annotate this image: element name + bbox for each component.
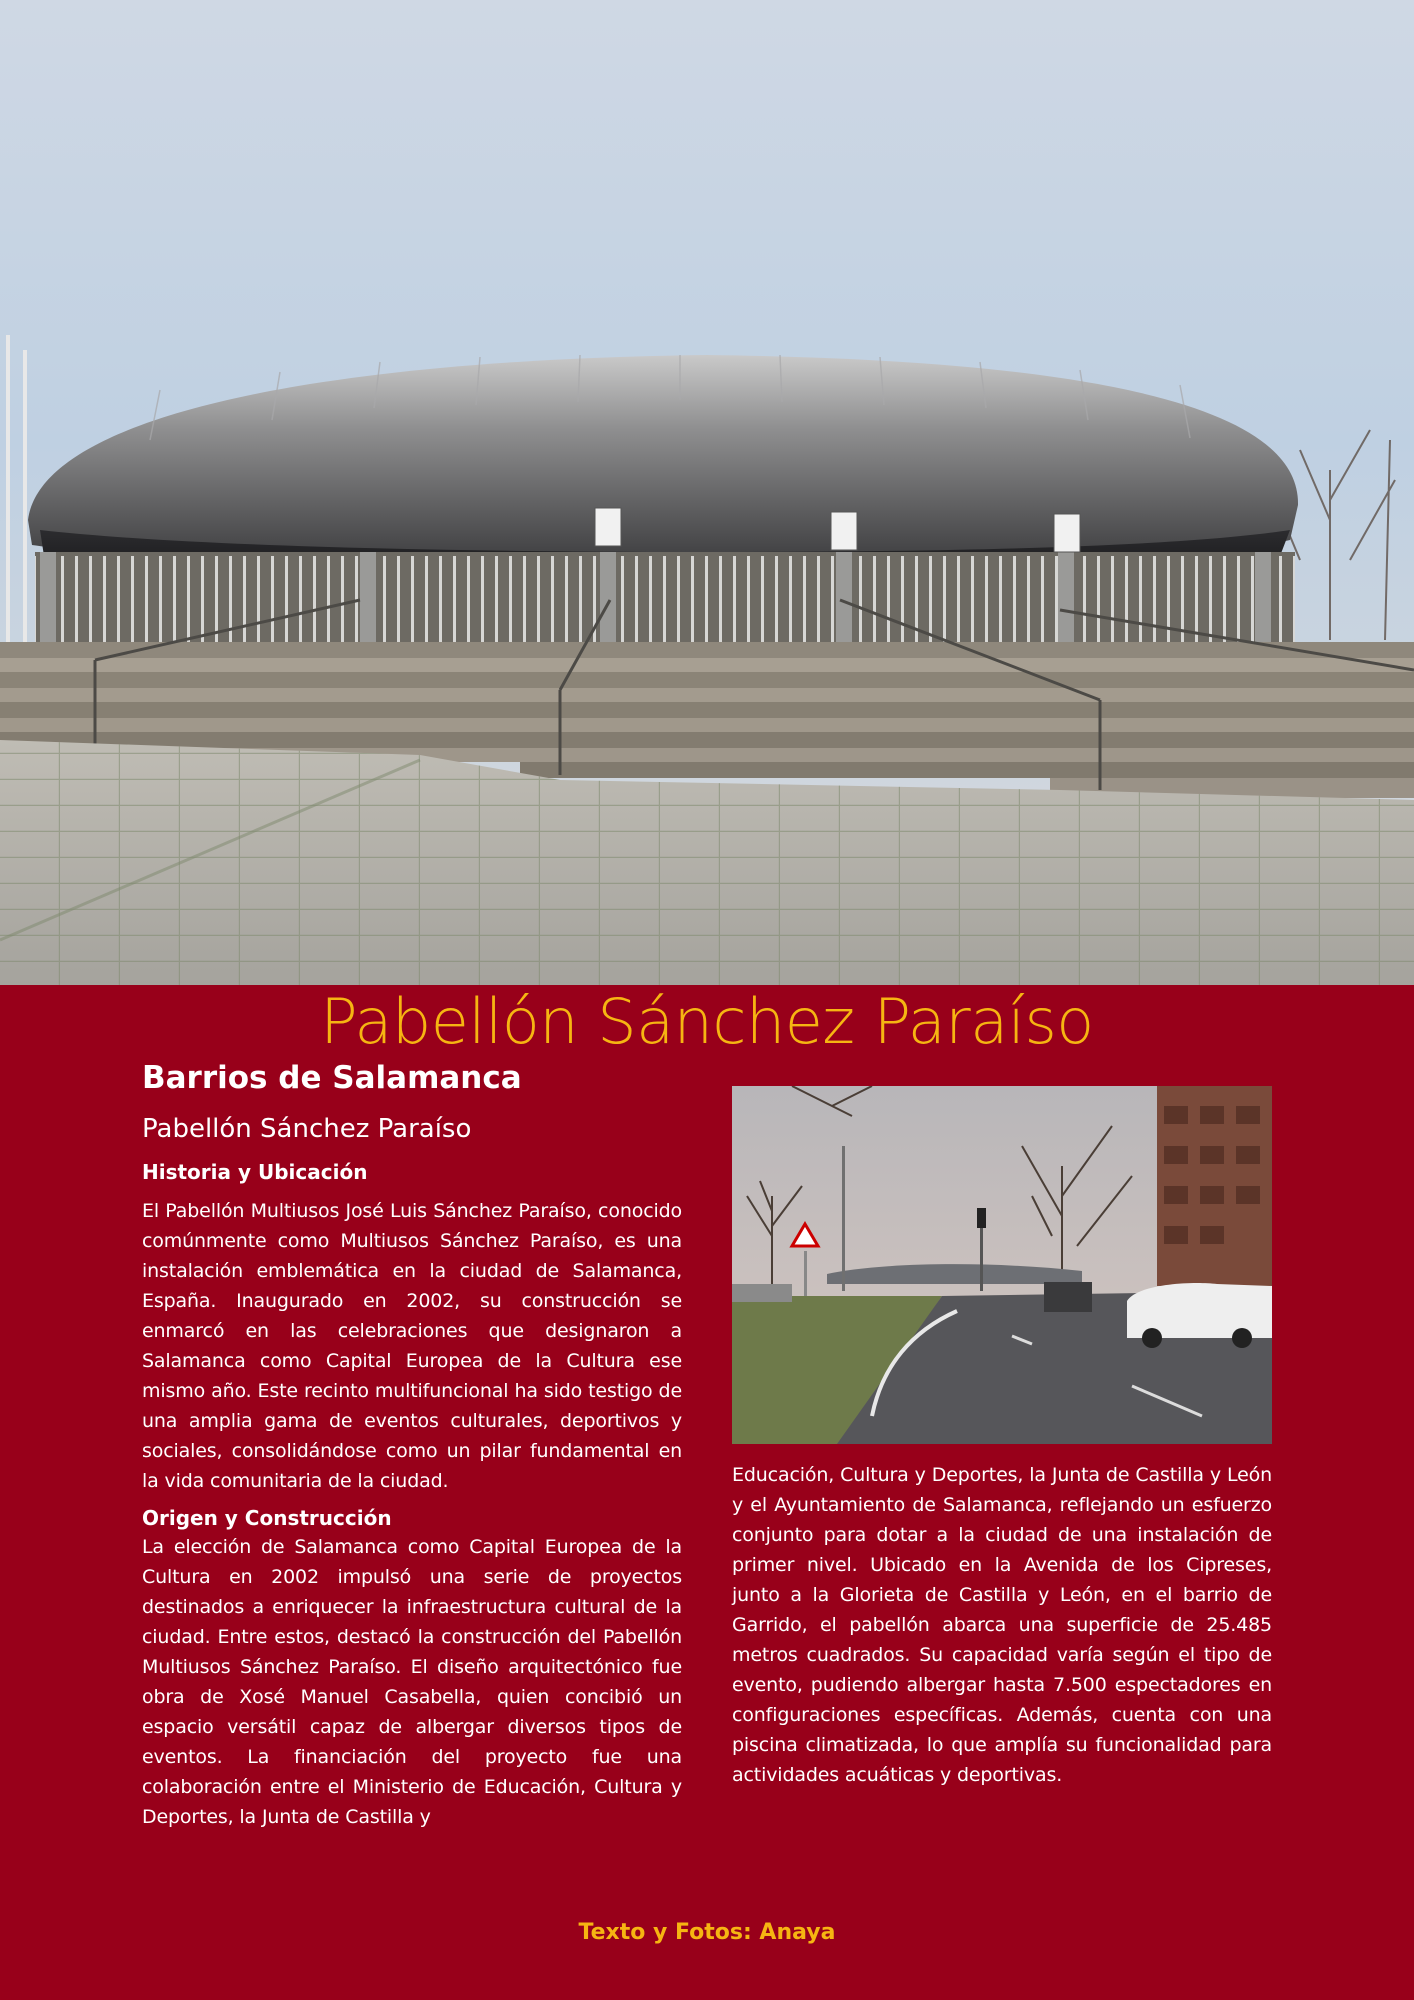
pavilion-photo-illustration [0, 0, 1414, 985]
origin-heading: Origen y Construcción [142, 1506, 392, 1530]
left-column [142, 1058, 682, 1832]
credit-line: Texto y Fotos: Anaya [578, 1920, 836, 1945]
right-column [732, 1086, 1272, 1790]
history-paragraph: El Pabellón Multiusos José Luis Sánchez Paraíso, conocido comúnmente como Multiusos Sánchez Paraíso, es una instalación emblemática en la ciudad de Salamanca, España. Inaugurado en 2002, su construcción se enmarcó en las celebraciones que designaron a Salamanca como Capital Europea de la Cultura ese mismo año. Este recinto multifuncional ha sido testigo de una amplia gama de eventos culturales, deportivos y sociales, consolidándose como un pilar fundamental en la vida comunitaria de la ciudad. [142, 1200, 682, 1492]
page-title: Pabellón Sánchez Paraíso [320, 985, 1094, 1058]
history-heading: Historia y Ubicación [142, 1160, 368, 1184]
article-subheading: Pabellón Sánchez Paraíso [142, 1114, 472, 1144]
origin-paragraph-right: Educación, Cultura y Deportes, la Junta de Castilla y León y el Ayuntamiento de Salamanca, reflejando un esfuerzo conjunto para dotar a la ciudad de una instalación de primer nivel. Ubicado en la Avenida de los Cipreses, junto a la Glorieta de Castilla y León, en el barrio de Garrido, el pabellón abarca una superficie de 25.485 metros cuadrados. Su capacidad varía según el tipo de evento, pudiendo albergar hasta 7.500 espectadores en configuraciones específicas. Además, cuenta con una piscina climatizada, lo que amplía su funcionalidad para actividades acuáticas y deportivas. [732, 1464, 1272, 1786]
origin-paragraph-left: La elección de Salamanca como Capital Europea de la Cultura en 2002 impulsó una serie de proyectos destinados a enriquecer la infraestructura cultural de la ciudad. Entre estos, destacó la construcción del Pabellón Multiusos Sánchez Paraíso. El diseño arquitectónico fue obra de Xosé Manuel Casabella, quien concibió un espacio versátil capaz de albergar diversos tipos de eventos. La financiación del proyecto fue una colaboración entre el Ministerio de Educación, Cultura y Deportes, la Junta de Castilla y [142, 1536, 682, 1828]
street-photo-illustration [732, 1086, 1272, 1444]
street-photo [732, 1086, 1272, 1444]
section-heading: Barrios de Salamanca [142, 1060, 522, 1096]
hero-photo [0, 0, 1414, 985]
